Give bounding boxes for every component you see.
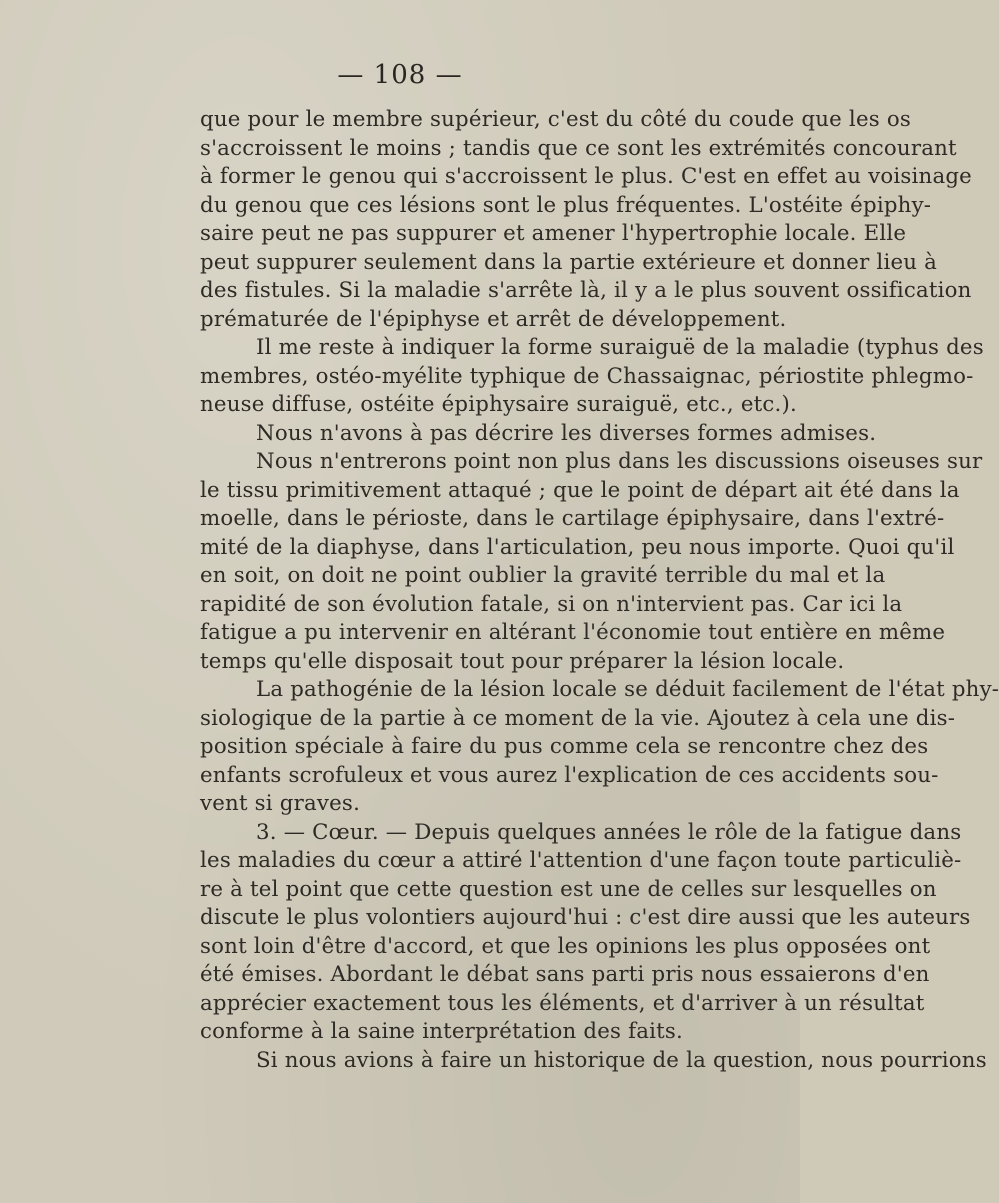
text-line: Nous n'avons à pas décrire les diverses formes admises. xyxy=(256,420,877,446)
text-line: fatigue a pu intervenir en altérant l'économie tout entière en même xyxy=(200,620,946,645)
text-line: des fistules. Si la maladie s'arrête là, il y a le plus souvent ossification xyxy=(200,278,972,303)
text-line: Si nous avions à faire un historique de la question, nous pourrions xyxy=(256,1047,987,1073)
page-number-header: — 108 — xyxy=(337,60,463,90)
text-line: moelle, dans le périoste, dans le cartilage épiphysaire, dans l'extré- xyxy=(200,506,945,531)
text-line: siologique de la partie à ce moment de la vie. Ajoutez à cela une dis- xyxy=(200,705,956,731)
text-line: vent si graves. xyxy=(200,791,361,816)
body-text-block xyxy=(200,106,999,1075)
text-line: été émises. Abordant le débat sans parti pris nous essaierons d'en xyxy=(200,962,930,987)
text-line: membres, ostéo-myélite typhique de Chassaignac, périostite phlegmo- xyxy=(200,363,974,389)
text-line: position spéciale à faire du pus comme cela se rencontre chez des xyxy=(200,734,929,759)
text-line: 3. — Cœur. — Depuis quelques années le rôle de la fatigue dans xyxy=(256,819,962,845)
text-line: conforme à la saine interprétation des faits. xyxy=(200,1019,683,1044)
text-line: du genou que ces lésions sont le plus fréquentes. L'ostéite épiphy- xyxy=(200,192,932,218)
text-line: La pathogénie de la lésion locale se déduit facilement de l'état phy- xyxy=(256,677,999,702)
text-line: Nous n'entrerons point non plus dans les discussions oiseuses sur xyxy=(256,449,983,474)
text-line: re à tel point que cette question est une de celles sur lesquelles on xyxy=(200,876,937,902)
text-line: sont loin d'être d'accord, et que les opinions les plus opposées ont xyxy=(200,933,931,959)
text-line: Il me reste à indiquer la forme suraiguë de la maladie (typhus des xyxy=(256,335,984,360)
text-line: le tissu primitivement attaqué ; que le point de départ ait été dans la xyxy=(200,477,960,503)
text-line: temps qu'elle disposait tout pour préparer la lésion locale. xyxy=(200,648,845,674)
text-line: saire peut ne pas suppurer et amener l'hypertrophie locale. Elle xyxy=(200,221,907,246)
text-line: apprécier exactement tous les éléments, et d'arriver à un résultat xyxy=(200,990,925,1016)
text-line: les maladies du cœur a attiré l'attention d'une façon toute particuliè- xyxy=(200,848,962,873)
text-line: discute le plus volontiers aujourd'hui : c'est dire aussi que les auteurs xyxy=(200,905,971,930)
text-line: neuse diffuse, ostéite épiphysaire suraiguë, etc., etc.). xyxy=(200,392,797,417)
text-line: en soit, on doit ne point oublier la gravité terrible du mal et la xyxy=(200,563,886,588)
text-line: s'accroissent le moins ; tandis que ce sont les extrémités concourant xyxy=(200,135,957,161)
text-line: que pour le membre supérieur, c'est du côté du coude que les os xyxy=(200,107,911,132)
text-line: rapidité de son évolution fatale, si on n'intervient pas. Car ici la xyxy=(200,591,903,617)
text-line: enfants scrofuleux et vous aurez l'explication de ces accidents sou- xyxy=(200,762,939,788)
text-line: peut suppurer seulement dans la partie extérieure et donner lieu à xyxy=(200,249,938,275)
text-line: à former le genou qui s'accroissent le plus. C'est en effet au voisinage xyxy=(200,164,972,189)
text-line: prématurée de l'épiphyse et arrêt de développement. xyxy=(200,306,787,332)
text-line: mité de la diaphyse, dans l'articulation, peu nous importe. Quoi qu'il xyxy=(200,534,955,560)
